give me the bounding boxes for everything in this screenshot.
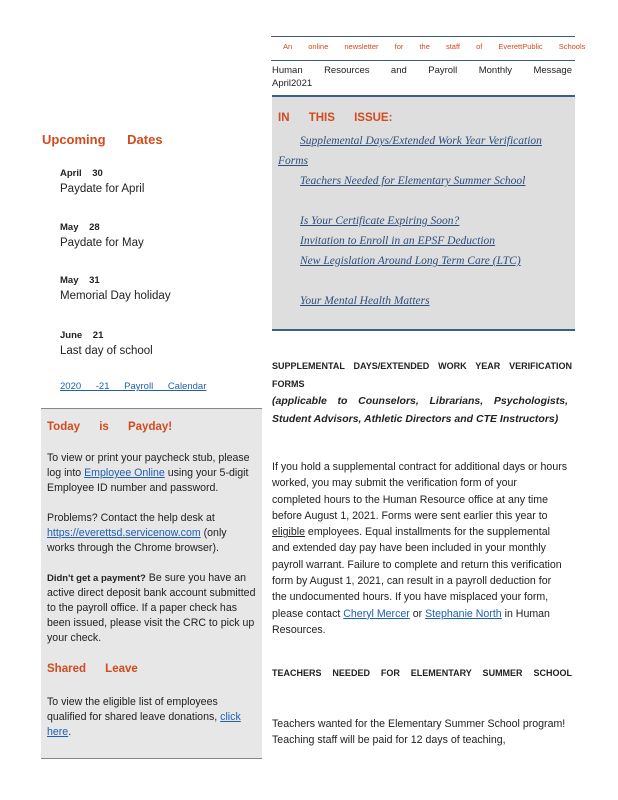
date-item (60, 168, 144, 195)
contact-cheryl-mercer-link[interactable]: Cheryl Mercer (343, 607, 410, 620)
date-label: June 21 (60, 330, 104, 341)
eligible-link[interactable]: eligible (272, 526, 305, 539)
date-label: May 31 (60, 275, 100, 286)
toc-link-summer-school[interactable]: Teachers Needed for Elementary Summer School (300, 175, 526, 187)
date-label: April 30 (60, 168, 103, 179)
newsletter-date: April2021 (272, 78, 313, 89)
supplemental-heading: SUPPLEMENTAL DAYS/EXTENDED WORK YEAR VERIFICATION FORMS (272, 361, 572, 389)
date-description: Paydate for April (60, 183, 145, 195)
upcoming-dates-heading: Upcoming Dates (42, 132, 163, 147)
shared-leave-heading: Shared Leave (47, 663, 138, 675)
banner-rule (271, 60, 575, 61)
newsletter-banner: An online newsletter for the staff of EverettPublic Schools (283, 42, 586, 51)
servicenow-link[interactable]: https://everettsd.servicenow.com (47, 527, 201, 539)
supplemental-text: or (409, 607, 426, 620)
contact-stephanie-north-link[interactable]: Stephanie North (425, 607, 502, 620)
employee-online-link[interactable]: Employee Online (84, 467, 165, 479)
date-item (60, 222, 144, 249)
shared-leave-paragraph (47, 695, 257, 740)
date-description: Paydate for May (60, 237, 144, 249)
supplemental-text: If you hold a supplemental contract for additional days or hours worked, you may submit the verification form of your completed hours to the Human Resource office at any time before August 1, 2021. Forms were sent earlier this year to (272, 461, 568, 522)
toc-link-epsf[interactable]: Invitation to Enroll in an EPSF Deduction (300, 235, 496, 247)
payment-text: Be sure you have an active direct deposit bank account submitted to the payroll office. If a paper check has been issued, please visit the CRC to pick up your check. (47, 572, 256, 644)
payroll-calendar-link[interactable]: 2020 -21 Payroll Calendar (60, 381, 207, 392)
supplemental-body (272, 459, 568, 638)
payday-paragraph (47, 451, 257, 496)
toc-link-certificate[interactable]: Is Your Certificate Expiring Soon? (300, 215, 460, 227)
date-item (60, 275, 171, 302)
in-this-issue-heading: IN THIS ISSUE: (278, 112, 393, 124)
toc-link-mental-health[interactable]: Your Mental Health Matters (300, 295, 430, 307)
shared-leave-link[interactable]: click here (47, 711, 241, 738)
payment-question: Didn't get a payment? (47, 573, 146, 584)
date-item (60, 330, 153, 357)
help-desk-paragraph (47, 511, 257, 556)
date-label: May 28 (60, 222, 100, 233)
supplemental-text: in Human Resources. (272, 607, 550, 636)
help-desk-text: Problems? Contact the help desk at (47, 512, 215, 524)
date-description: Last day of school (60, 345, 153, 357)
payday-text: To view or print your paycheck stub, please log into (47, 452, 250, 479)
shared-leave-text: . (68, 726, 72, 738)
payday-text: using your 5-digit Employee ID number and password. (47, 467, 249, 494)
teachers-heading: TEACHERS NEEDED FOR ELEMENTARY SUMMER SCHOOL (272, 668, 572, 678)
payday-heading: Today is Payday! (47, 421, 173, 433)
supplemental-text: employees. Equal installments for the supplemental and extended day pay have been included in your monthly payroll warrant. Failure to complete and return this verification form by August 1, 2021, can result in a payroll deduction for the undocumented hours. If you have misplaced your form, please contact (272, 526, 562, 620)
date-description: Memorial Day holiday (60, 290, 171, 302)
help-desk-text: (only works through the Chrome browser). (47, 527, 227, 554)
top-rule (271, 36, 575, 37)
in-this-issue-box (272, 95, 575, 331)
toc-link-ltc[interactable]: New Legislation Around Long Term Care (LTC) (300, 255, 521, 267)
payday-box (41, 408, 262, 759)
teachers-body: Teachers wanted for the Elementary Summer School program! Teaching staff will be paid for 12 days of teaching, (272, 718, 566, 747)
payment-paragraph (47, 571, 257, 646)
toc-link-supplemental[interactable]: Supplemental Days/Extended Work Year Verification Forms (278, 135, 542, 167)
supplemental-subheading: (applicable to Counselors, Librarians, Psychologists, Student Advisors, Athletic Directors and CTE Instructors) (272, 395, 568, 425)
shared-leave-text: To view the eligible list of employees qualified for shared leave donations, (47, 696, 221, 723)
newsletter-title: Human Resources and Payroll Monthly Message (272, 65, 572, 76)
